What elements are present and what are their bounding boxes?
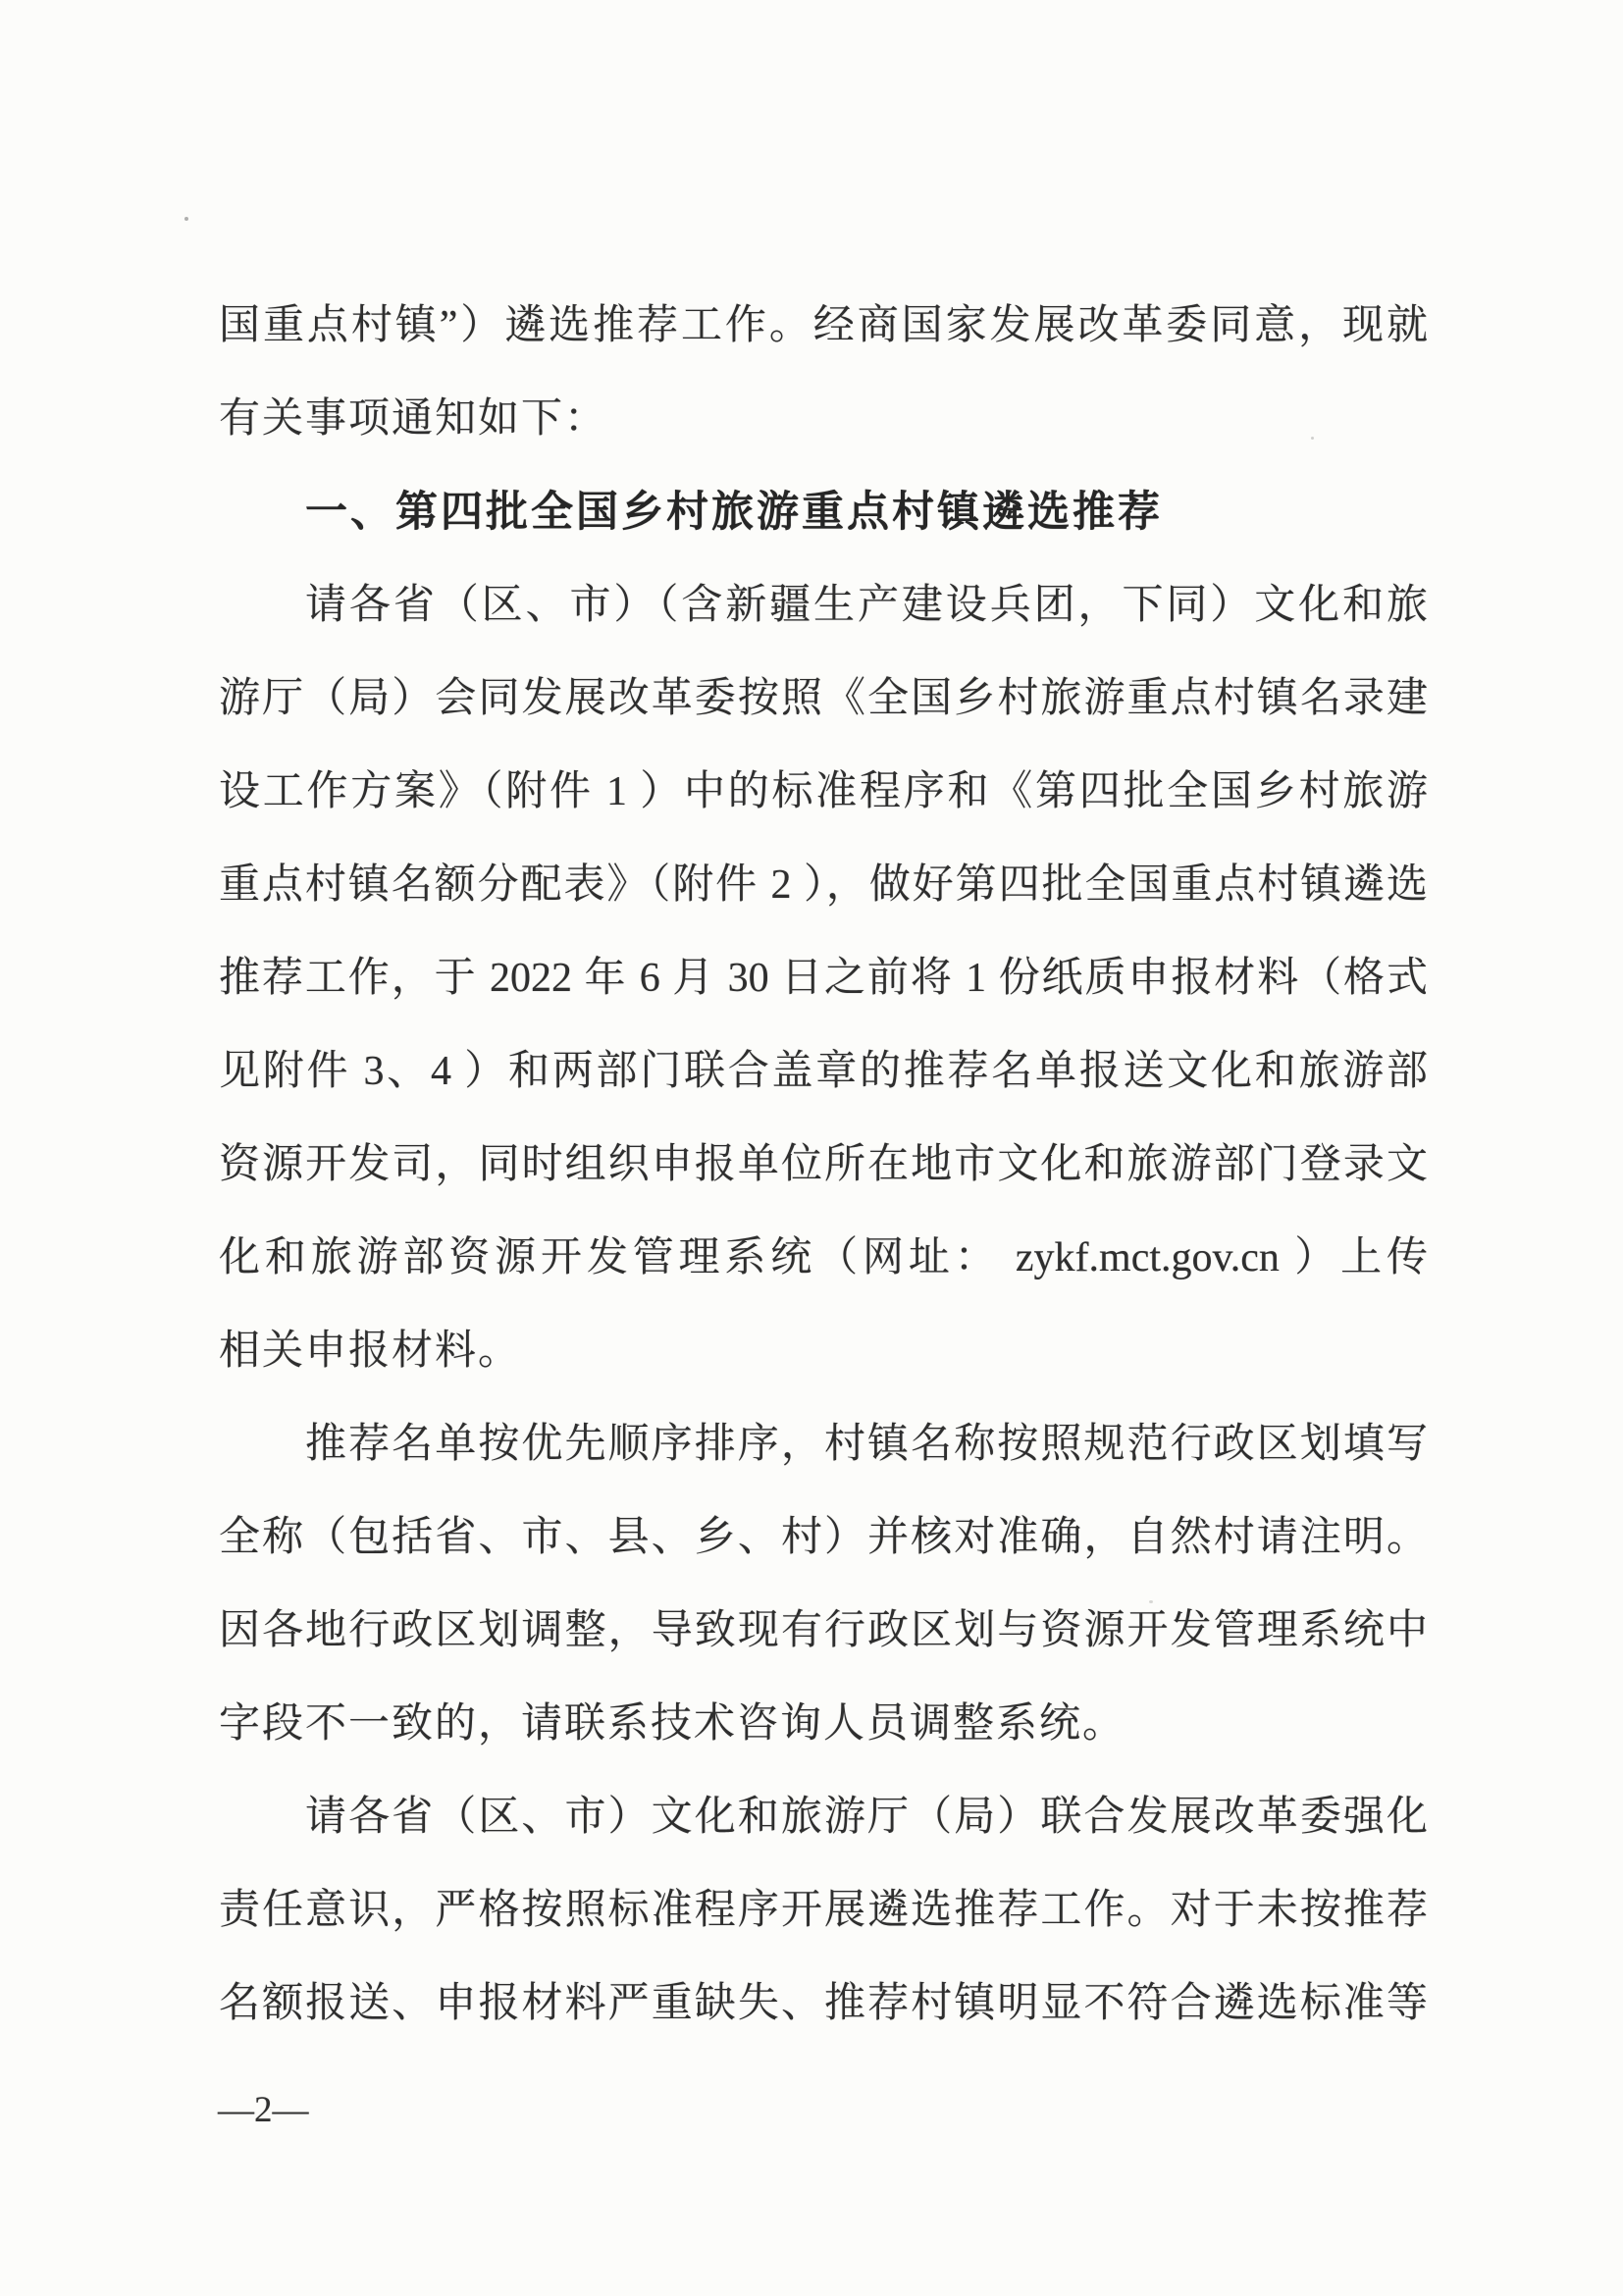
text-line: 设工作方案》（附件 1 ）中的标准程序和《第四批全国乡村旅游 [219, 769, 1428, 814]
text-line: 国重点村镇”）遴选推荐工作。经商国家发展改革委同意，现就 [219, 303, 1428, 348]
document-body [219, 280, 1428, 2051]
text-line: 有关事项通知如下： [219, 396, 608, 442]
text-line: 字段不一致的，请联系技术咨询人员调整系统。 [219, 1701, 1126, 1747]
text-line: 推荐名单按优先顺序排序，村镇名称按照规范行政区划填写 [305, 1422, 1428, 1467]
text-line: 因各地行政区划调整，导致现有行政区划与资源开发管理系统中 [219, 1608, 1428, 1653]
text-line: 见附件 3、4 ）和两部门联合盖章的推荐名单报送文化和旅游部 [219, 1049, 1428, 1094]
text-line: 名额报送、申报材料严重缺失、推荐村镇明显不符合遴选标准等 [219, 1981, 1428, 2026]
text-line: 资源开发司，同时组织申报单位所在地市文化和旅游部门登录文 [219, 1142, 1428, 1187]
text-line: 化和旅游部资源开发管理系统（网址： zykf.mct.gov.cn ）上传 [219, 1235, 1428, 1280]
text-line: 游厅（局）会同发展改革委按照《全国乡村旅游重点村镇名录建 [219, 676, 1428, 721]
scan-speck-icon [184, 217, 188, 221]
text-line: 请各省（区、市）文化和旅游厅（局）联合发展改革委强化 [305, 1795, 1428, 1840]
page-number: —2— [218, 2090, 309, 2130]
text-line: 责任意识，严格按照标准程序开展遴选推荐工作。对于未按推荐 [219, 1888, 1428, 1933]
text-line: 全称（包括省、市、县、乡、村）并核对准确，自然村请注明。 [219, 1515, 1428, 1560]
section-heading: 一、第四批全国乡村旅游重点村镇遴选推荐 [305, 489, 1163, 536]
text-line: 请各省（区、市）（含新疆生产建设兵团，下同）文化和旅 [305, 583, 1428, 628]
text-line: 推荐工作，于 2022 年 6 月 30 日之前将 1 份纸质申报材料（格式 [219, 956, 1428, 1001]
text-line: 重点村镇名额分配表》（附件 2 ），做好第四批全国重点村镇遴选 [219, 862, 1428, 908]
text-line: 相关申报材料。 [219, 1329, 522, 1374]
